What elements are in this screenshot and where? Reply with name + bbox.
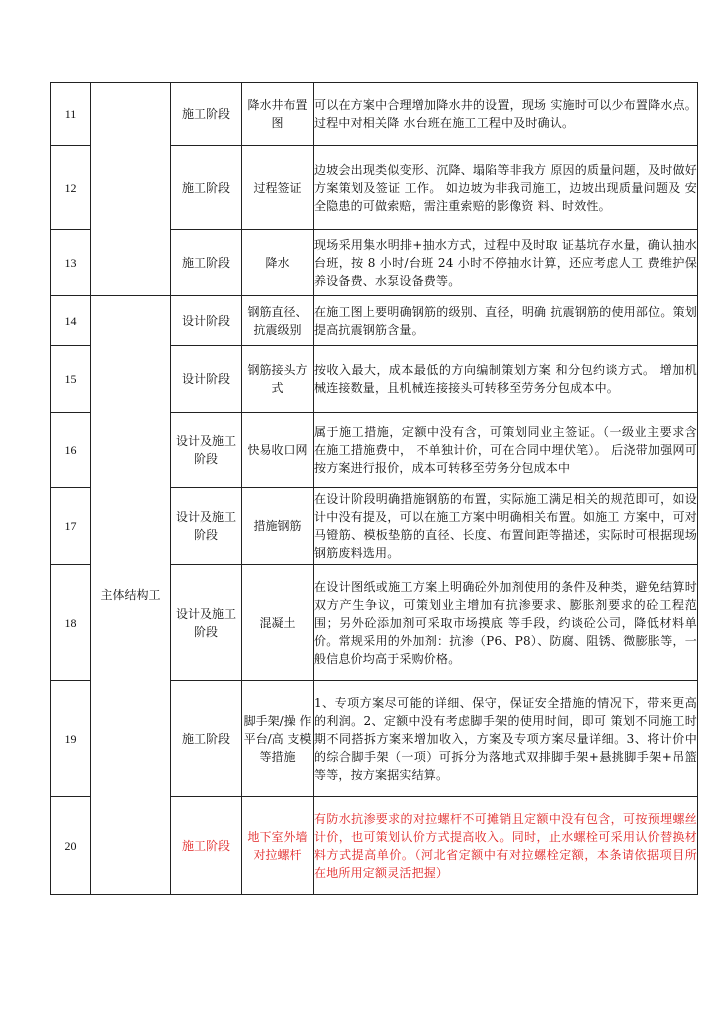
stage-cell: 设计及施工阶段 (171, 565, 242, 681)
item-cell: 钢筋直径、抗震级别 (242, 296, 314, 346)
stage-cell: 施工阶段 (171, 230, 242, 296)
description-cell: 在设计图纸或施工方案上明确砼外加剂使用的条件及种类，避免结算时双方产生争议，可策划业主增加有抗渗要求、膨胀剂要求的砼工程范围；另外砼添加剂可采取市场摸底 等手段，约谈砼公司，降低材料单价。常规采用的外加剂：抗渗（P6、P8）、防腐、阻锈、微膨胀等，一般信息价均高于采购价格。 (314, 565, 698, 681)
item-cell: 降水井布置图 (242, 83, 314, 146)
row-number: 14 (51, 296, 91, 346)
description-cell: 可以在方案中合理增加降水井的设置，现场 实施时可以少布置降水点。过程中对相关降 水台班在施工工程中及时确认。 (314, 83, 698, 146)
cost-planning-table (50, 82, 698, 895)
row-number: 19 (51, 681, 91, 797)
stage-cell: 施工阶段 (171, 146, 242, 230)
stage-cell: 设计及施工 阶段 (171, 413, 242, 488)
stage-cell: 设计阶段 (171, 346, 242, 413)
item-cell: 地下室外墙对拉螺杆 (242, 797, 314, 895)
row-number: 17 (51, 488, 91, 565)
item-cell: 过程签证 (242, 146, 314, 230)
row-number: 13 (51, 230, 91, 296)
item-cell: 快易收口网 (242, 413, 314, 488)
category-cell: 主体结构工 (91, 296, 171, 895)
row-number: 12 (51, 146, 91, 230)
item-cell: 钢筋接头方式 (242, 346, 314, 413)
stage-cell: 施工阶段 (171, 83, 242, 146)
item-cell: 降水 (242, 230, 314, 296)
stage-cell: 施工阶段 (171, 797, 242, 895)
stage-cell: 施工阶段 (171, 681, 242, 797)
row-number: 18 (51, 565, 91, 681)
description-cell: 在施工图上要明确钢筋的级别、直径，明确 抗震钢筋的使用部位。策划提高抗震钢筋含量。 (314, 296, 698, 346)
description-cell: 有防水抗渗要求的对拉螺杆不可摊销且定额中没有包含，可按预埋螺丝计价，也可策划认价方式提高收入。同时，止水螺栓可采用认价替换材料方式提高单价。（河北省定额中有对拉螺栓定额，本条请依据项目所在地所用定额灵活把握） (314, 797, 698, 895)
row-number: 16 (51, 413, 91, 488)
description-cell: 在设计阶段明确措施钢筋的布置，实际施工满足相关的规范即可，如设计中没有提及，可以在施工方案中明确相关布置。如施工 方案中，可对马镫筋、模板垫筋的直径、长度、布置间距等描述，实际时可根据现场钢筋废料选用。 (314, 488, 698, 565)
description-cell: 1、专项方案尽可能的详细、保守，保证安全措施的情况下，带来更高的利润。2、定额中没有考虑脚手架的使用时间，即可 策划不同施工时期不同搭拆方案来增加收入，方案及专项方案尽量详细。3、将计价中的综合脚手架（一项）可拆分为落地式双排脚手架+悬挑脚手架+吊篮等等，按方案据实结算。 (314, 681, 698, 797)
description-cell: 按收入最大，成本最低的方向编制策划方案 和分包约谈方式。 增加机械连接数量，且机械连接接头可转移至劳务分包成本中。 (314, 346, 698, 413)
description-cell: 现场采用集水明排+抽水方式，过程中及时取 证基坑存水量，确认抽水台班，按 8 小时/台班 24 小时不停抽水计算，还应考虑人工 费维护保养设备费、水泵设备费等。 (314, 230, 698, 296)
row-number: 15 (51, 346, 91, 413)
item-cell: 混凝土 (242, 565, 314, 681)
row-number: 20 (51, 797, 91, 895)
description-cell: 边坡会出现类似变形、沉降、塌陷等非我方 原因的质量问题，及时做好方案策划及签证 工作。 如边坡为非我司施工，边坡出现质量问题及 安全隐患的可做索赔，需注重索赔的影像资 料、时效性。 (314, 146, 698, 230)
table-row (51, 296, 698, 346)
item-cell: 措施钢筋 (242, 488, 314, 565)
category-cell-blank (91, 83, 171, 296)
stage-cell: 设计阶段 (171, 296, 242, 346)
row-number: 11 (51, 83, 91, 146)
item-cell: 脚手架/操 作平台/高 支模等措施 (242, 681, 314, 797)
description-cell: 属于施工措施，定额中没有含，可策划同业主签证。（一级业主要求含在施工措施费中， 不单独计价，可在合同中埋伏笔）。 后浇带加强网可按方案进行报价，成本可转移至劳务分包成本中 (314, 413, 698, 488)
stage-cell: 设计及施工 阶段 (171, 488, 242, 565)
table-row (51, 83, 698, 146)
